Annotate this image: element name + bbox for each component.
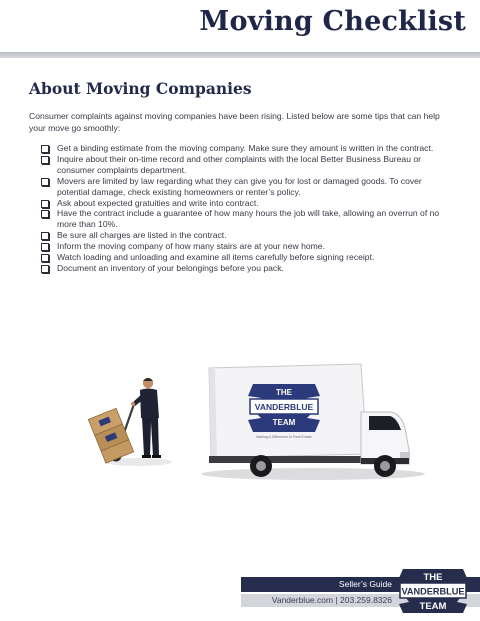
footer-logo-the: THE xyxy=(423,572,443,583)
checklist-item-text: Ask about expected gratuities and write into contract. xyxy=(57,197,259,208)
tips-checklist xyxy=(40,143,450,274)
checkbox-icon xyxy=(41,243,49,251)
moving-truck-photo xyxy=(195,354,427,484)
checkbox-icon xyxy=(41,145,49,153)
checklist-item-text: Inquire about their on-time record and other complaints with the local Better Business Bureau or consumer complaints department. xyxy=(57,153,421,175)
checklist-item xyxy=(40,208,450,230)
footer-logo-vanderblue: VANDERBLUE xyxy=(401,586,465,597)
page-title: Moving Checklist xyxy=(199,6,466,37)
checklist-item xyxy=(40,252,450,263)
vanderblue-logo xyxy=(397,566,469,616)
checklist-item xyxy=(40,241,450,252)
checkbox-icon xyxy=(41,178,49,186)
checkbox-icon xyxy=(41,265,49,273)
checklist-item-text: Get a binding estimate from the moving company. Make sure they amount is written in the contract. xyxy=(57,143,434,153)
checkbox-icon xyxy=(41,210,49,218)
checklist-item-text: Document an inventory of your belongings before you pack. xyxy=(57,262,284,273)
section-heading: About Moving Companies xyxy=(29,79,252,98)
checklist-item-text: Have the contract include a guarantee of how many hours the job will take, allowing an overrun of no more than 10%. xyxy=(57,208,440,230)
intro-paragraph: Consumer complaints against moving companies have been rising. Listed below are some tips that can help your move go smoothly: xyxy=(29,111,440,134)
checklist-item-text: Movers are limited by law regarding what they can give you for lost or damaged goods. To cover potential damage, check existing homeowners or renter’s policy. xyxy=(57,175,422,197)
mover-photo xyxy=(86,352,178,490)
title-divider xyxy=(0,52,480,58)
checklist-item xyxy=(40,154,450,176)
checkbox-icon xyxy=(41,254,49,262)
footer-guide-label: Seller’s Guide xyxy=(338,579,392,589)
checklist-item-text: Be sure all charges are listed in the contract. xyxy=(57,230,227,241)
checklist-item-text: Watch loading and unloading and examine all items carefully before signing receipt. xyxy=(57,252,375,263)
truck-logo-vanderblue: VANDERBLUE xyxy=(254,402,314,412)
checklist-item xyxy=(40,176,450,198)
truck-logo-tagline: Making A Difference In Real Estate xyxy=(256,435,312,439)
checkbox-icon xyxy=(41,156,49,164)
footer-logo-team: TEAM xyxy=(419,601,447,612)
checkbox-icon xyxy=(41,200,49,208)
checklist-item xyxy=(40,263,450,274)
checkbox-icon xyxy=(41,232,49,240)
truck-logo-the: THE xyxy=(276,388,292,397)
truck-vanderblue-logo xyxy=(248,384,320,439)
truck-logo-team: TEAM xyxy=(272,418,296,427)
checklist-item xyxy=(40,143,450,154)
footer-contact: Vanderblue.com | 203.259.8326 xyxy=(271,595,392,605)
checklist-item xyxy=(40,230,450,241)
checklist-item-text: Inform the moving company of how many stairs are at your new home. xyxy=(57,241,325,252)
checklist-item xyxy=(40,198,450,209)
